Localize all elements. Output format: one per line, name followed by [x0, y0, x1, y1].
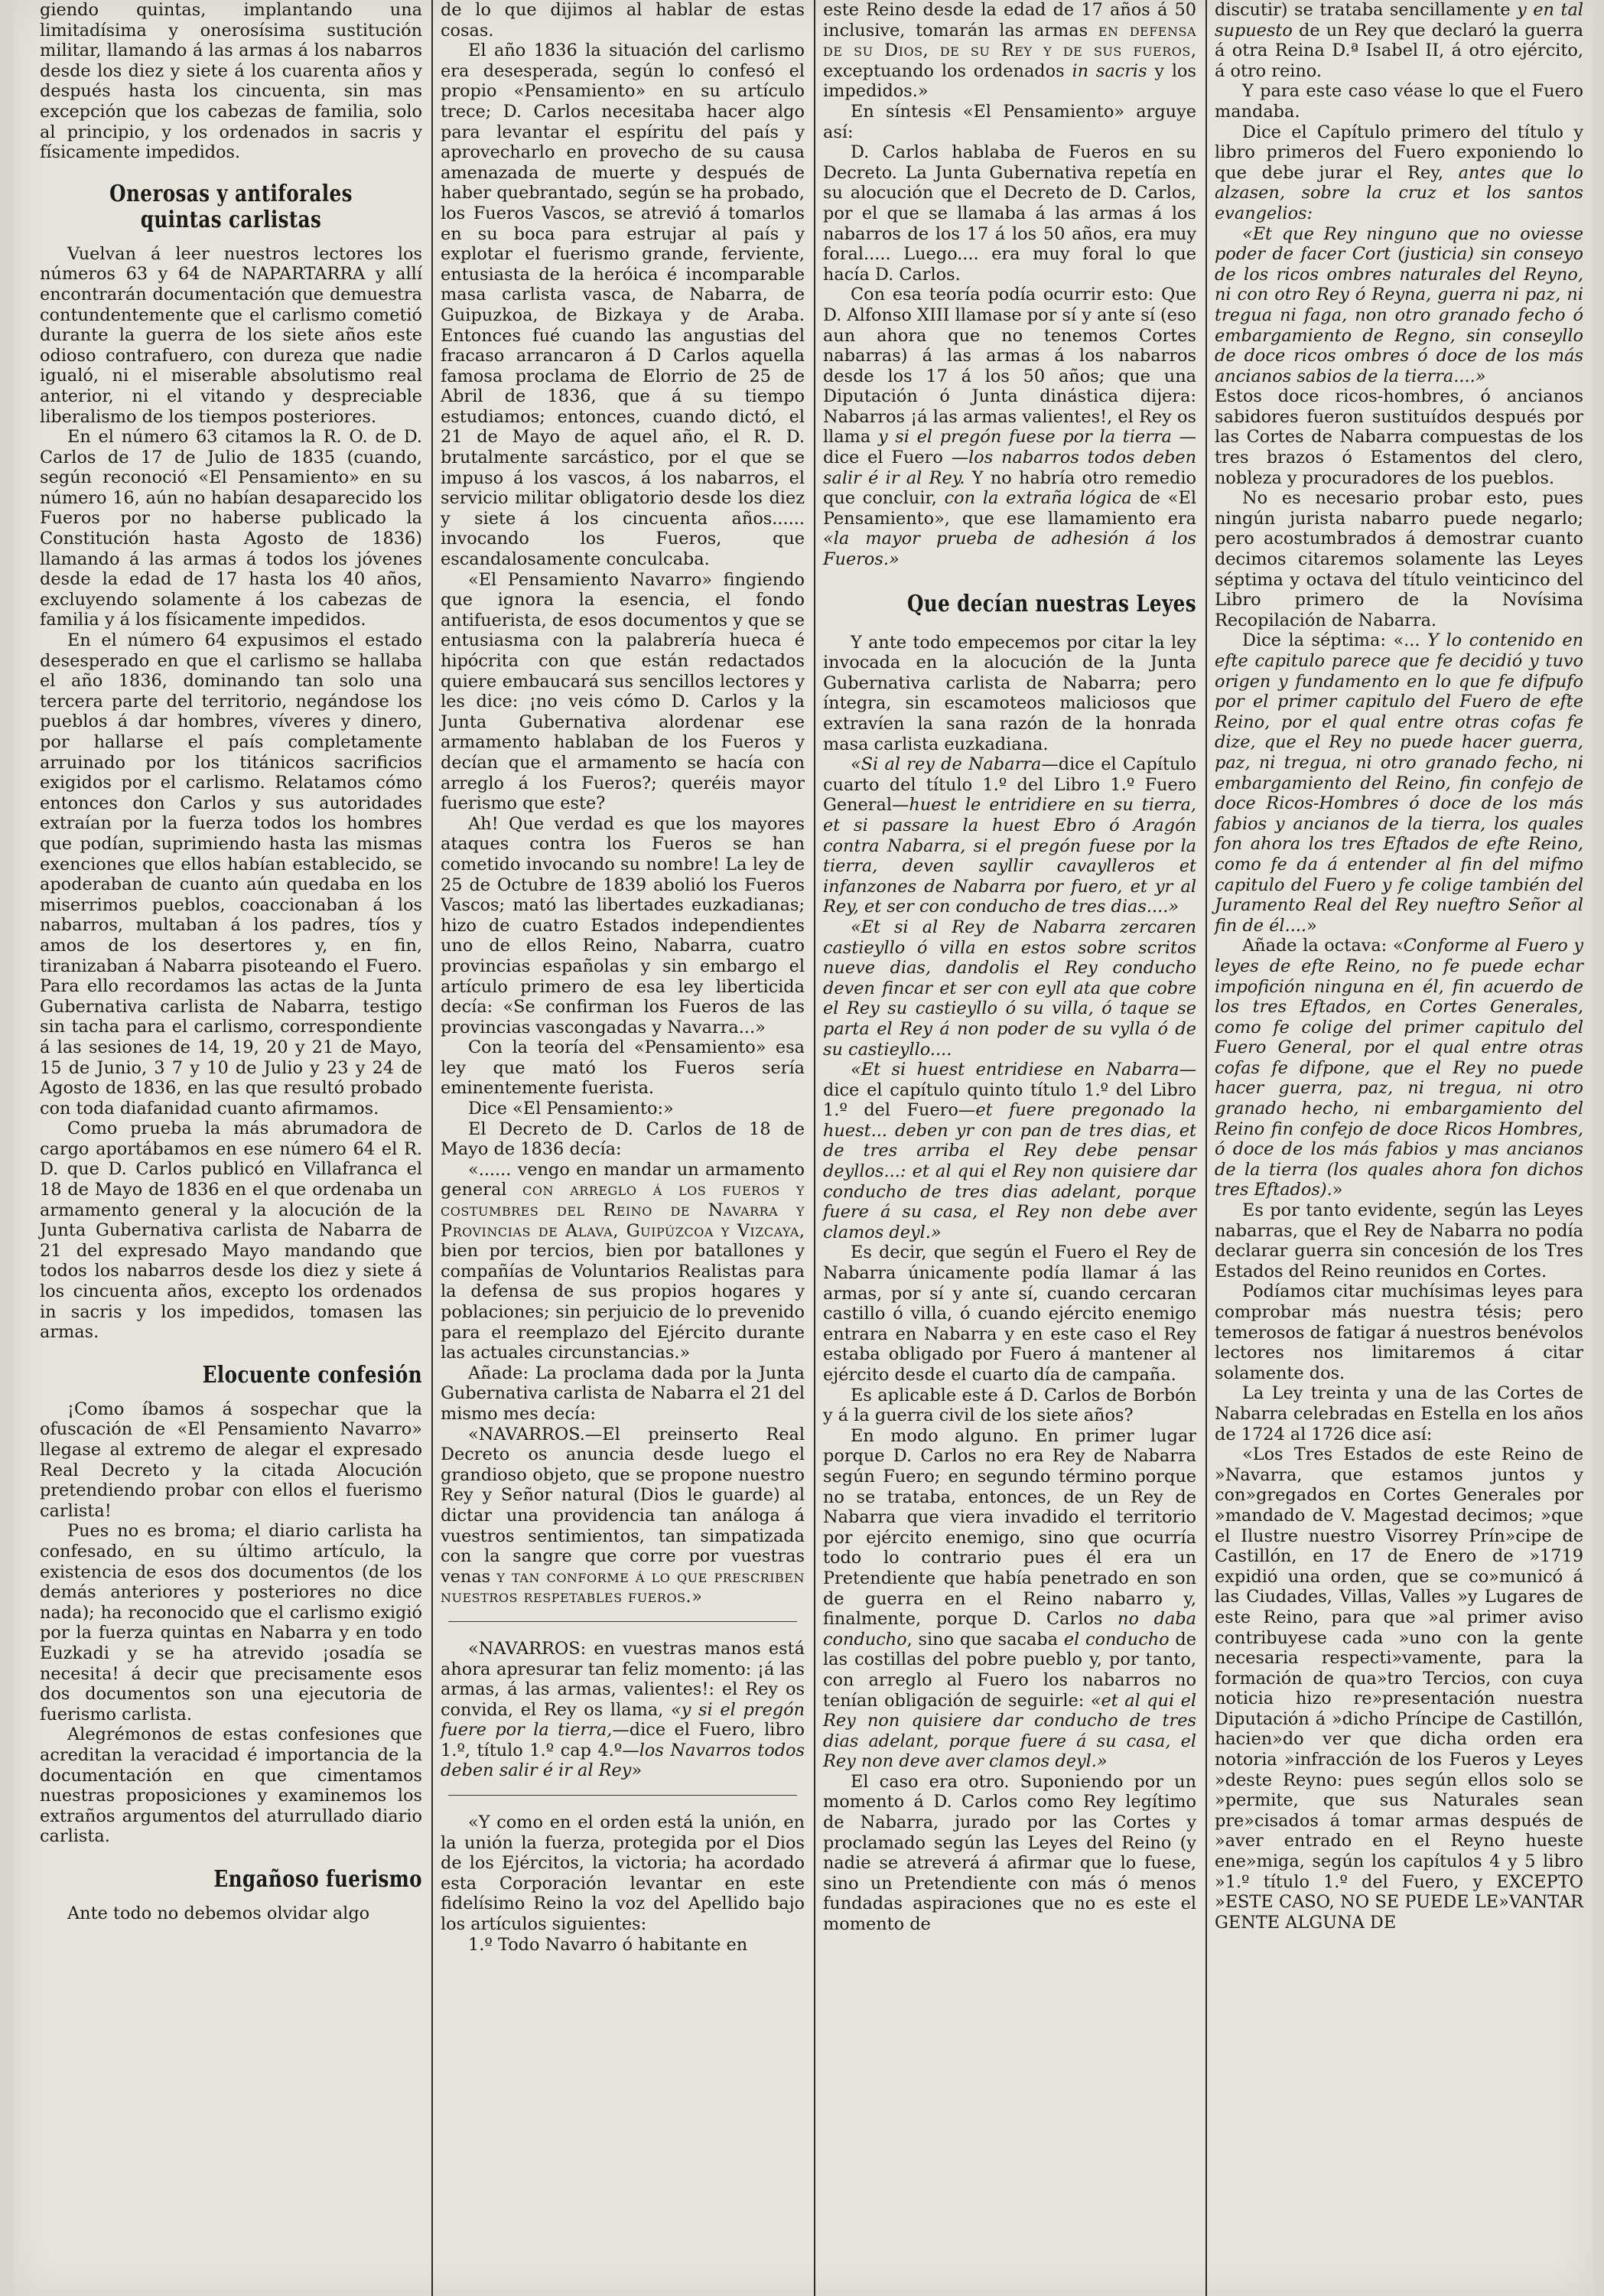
- paragraph: Pues no es broma; el diario carlista ha confesado, en su último artículo, la existencia de esos dos documentos (de los demás anteriores y posteriores no dice nada); ha reconocido que el carlismo exigió por la fuerza quintas en Nabarra y en todo Euzkadi y se ha atrevido ¡osadía se necesita! á decir que precisamente esos dos documentos son una ejecutoria de fuerismo carlista.: [40, 1521, 422, 1724]
- paragraph: Alegrémonos de estas confesiones que acreditan la veracidad é importancia de la documentación en que cimentamos nuestras proposiciones y examinemos los extraños argumentos del aturrullado diario carlista.: [40, 1724, 422, 1847]
- paragraph: giendo quintas, implantando una limitadísima y onerosísima sustitución militar, llamando á las armas á los nabarros desde los diez y siete á los cuarenta años y después hasta los cincuenta, sin mas excepción que los cabezas de familia, solo al principio, y los ordenados in sacris y físicamente impedidos.: [40, 0, 422, 163]
- text-run: «Et si al Rey de Nabarra zercaren castieyllo ó villa en estos sobre scritos nueve dias, dandolis el Rey conducho deven fincar et ser con eyll ata que cobre el Rey su castieyllo ó su villa, ó taque se parta el Rey á non poder de su vylla ó de su castieyllo....: [823, 917, 1196, 1060]
- section-heading: Engañoso fuerismo: [213, 1865, 422, 1893]
- paragraph: Estos doce ricos-hombres, ó ancianos sabidores fueron sustituídos después por las Cortes de Nabarra compuestas de los tres brazos ó Estamentos del clero, nobleza y procuradores de los pueblos.: [1215, 386, 1583, 488]
- paragraph: El año 1836 la situación del carlismo era desesperada, según lo confesó el propio «Pensamiento» en su artículo trece; D. Carlos necesitaba hacer algo para levantar el espíritu del país y aprovecharlo en provecho de su causa amenazada de muerte y después de haber quebrantado, según se ha probado, los Fueros Vascos, se atrevió á tomarlos en su boca para estrujar al país y explotar el fuerismo grande, ferviente, entusiasta de la heróica é incomparable masa carlista vasca, de Nabarra, de Guipuzkoa, de Bizkaya y de Araba. Entonces fué cuando las angustias del fracaso arrancaron á D Carlos aquella famosa proclama de Elorrio de 25 de Abril de 1836, que á su tiempo estudiamos; entonces, cuando dictó, el 21 de Mayo de aquel año, el R. D. brutalmente sarcástico, por el que se impuso á los vascos, á los nabarros, el servicio militar obligatorio desde los diez y siete á los cincuenta años...... invocando los Fueros, que escandalosamente conculcaba.: [441, 41, 805, 570]
- text-run: »: [631, 1760, 643, 1781]
- paragraph: Añade: La proclama dada por la Junta Gubernativa carlista de Nabarra el 21 del mismo mes decía:: [441, 1363, 805, 1424]
- paragraph: Es por tanto evidente, según las Leyes nabarras, que el Rey de Nabarra no podía declarar guerra sin concesión de los Tres Estados del Reino reunidos en Cortes.: [1215, 1200, 1583, 1282]
- column-1: [35, 0, 427, 2296]
- text-run: «y si el pregón fuere por la tierra,: [441, 1699, 805, 1741]
- paragraph: [823, 754, 1196, 917]
- quote-paragraph: [441, 1160, 805, 1363]
- text-run: —dice el Fuero: [823, 427, 1197, 468]
- text-run: con arreglo á los fueros y costumbres del Reino de Navarra y Provincias de Alava, Guipúzcoa y Vizcaya: [441, 1180, 805, 1241]
- text-run: Dice el Capítulo primero del título y libro primeros del Fuero exponiendo lo que debe jurar el Rey,: [1215, 122, 1583, 183]
- text-run: , bien por tercios, bien por batallones y compañías de Voluntarios Realistas para la defensa de sus propios hogares y poblaciones; sin perjuicio de lo prevenido para el reemplazo del Ejército durante las actuales circunstancias.»: [441, 1220, 805, 1363]
- paragraph: La Ley treinta y una de las Cortes de Nabarra celebradas en Estella en los años de 1724 al 1726 dice así:: [1215, 1383, 1583, 1444]
- paragraph: [1215, 0, 1583, 81]
- text-run: «et al qui el Rey non quisiere dar conducho de tres dias adelant, porque fuere á su casa, el Rey non deve aver clamos deyl.»: [823, 1690, 1197, 1772]
- quote-paragraph: [441, 1425, 805, 1607]
- newspaper-page: [14, 0, 1593, 2296]
- text-run: »: [1306, 915, 1317, 936]
- divider: [448, 1621, 797, 1622]
- text-run: Dice la séptima: «...: [1242, 630, 1428, 651]
- text-run: no daba conducho: [823, 1609, 1196, 1650]
- text-run: con la extraña lógica: [944, 488, 1132, 509]
- text-run: Conforme al Fuero y leyes de efte Reino, no fe puede echar impofición ninguna en él, fin acuerdo de los tres Eftados, en Cortes Generales, como fe colige del primer capitulo del Fuero General, por el qual entre otras cofas fe difpone, que el Rey no puede hacer guerra, paz, ni tregua, ni otro granado hecho, ni embargamiento del Reino fin confejo de doce Ricos Hombres, ó doce de los más fabios y mas ancianos de la tierra (los quales ahora fon dichos tres Eftados).: [1215, 936, 1584, 1200]
- paragraph: «El Pensamiento Navarro» fingiendo que ignora la esencia, el fondo antifuerista, de esos documentos y que se entusiasma con la palabrería hueca é hipócrita con que están redactados quiere embaucará sus sencillos lectores y les dice: ¡no veis cómo D. Carlos y la Junta Gubernativa alordenar ese armamento hablaban de los Fueros y decían que el armamento se hacía con arreglo á los Fueros?; queréis mayor fuerismo que este?: [441, 569, 805, 814]
- text-run: «Si al rey de Nabarra: [851, 754, 1042, 775]
- text-run: «NAVARROS.—El preinserto Real Decreto os anuncia desde luego el grandioso objeto, que se propone nuestro Rey y Señor natural (Dios le guarde) al dictar una providencia tan análoga á vuestros sentimientos, tan simpatizada con la sangre que corre por vuestras venas: [441, 1424, 805, 1587]
- paragraph: [823, 917, 1196, 1060]
- paragraph: [823, 1426, 1196, 1772]
- quote-paragraph: «Los Tres Estados de este Reino de »Navarra, que estamos juntos y con»gregados en Cortes Generales por »mandado de V. Magestad decimos; »que el Ilustre nuestro Visorrey Prín»cipe de Castillón, en 17 de Enero de »1719 expidió una orden, que se co»municó á las Ciudades, Villas, Valles »y Lugares de este Reino, para que »al primer aviso contribuyese cada »uno con la gente necesaria respecti»vamente, para la formación de qua»tro Tercios, con cuya noticia hizo re»presentación nuestra Diputación á »dicho Príncipe de Castillón, hacien»do ver que dicha orden era notoria »infracción de los Fueros y Leyes »deste Reyno: pues según ellos solo se »permite, que sus Naturales sean pre»cisados á tomar armas después de »aver entrado en el Reyno hueste ene»miga, según los capítulos 4 y 5 libro »1.º título 1.º del Fuero, y EXCEPTO »ESTE CASO, NO SE PUEDE LE»VANTAR GENTE ALGUNA DE: [1215, 1444, 1583, 1933]
- text-run: dice el capítulo quinto título 1.º del Libro 1.º del Fuero—: [823, 1080, 1196, 1121]
- text-run: de un Rey que declaró la guerra á otra Reina D.ª Isabel II, á otro ejército, á otro reino.: [1215, 20, 1583, 81]
- text-run: antes que lo alzasen, sobre la cruz et los santos evangelios:: [1215, 162, 1583, 223]
- paragraph: En el número 64 expusimos el estado desesperado en que el carlismo se hallaba el año 1836, dominando tan solo una tercera parte del territorio, negándose los pueblos á dar hombres, víveres y dinero, por hallarse el país completamente arruinado por los titánicos sacrificios exigidos por el carlismo. Relatamos cómo entonces don Carlos y sus autoridades extraían por la fuerza todos los hombres que podían, suprimiendo hasta las mismas exenciones que ellos habían establecido, se apoderaban de cuanto aún quedaba en los miserrimos pueblos, coaccionaban á los nabarros, multaban á los padres, tíos y amos de los desertores y, en fin, tiranizaban á Nabarra pisoteando el Fuero. Para ello recordamos las actas de la Junta Gubernativa carlista de Nabarra, testigo sin tacha para el carlismo, correspondiente á las sesiones de 14, 19, 20 y 21 de Mayo, 15 de Junio, 3 7 y 10 de Julio y 23 y 24 de Agosto de 1836, en las que resultó probado con toda diafanidad cuanto afirmamos.: [40, 630, 422, 1119]
- text-run: , sino que sacaba: [906, 1629, 1064, 1650]
- text-run: y los impedidos.»: [823, 60, 1196, 102]
- paragraph: Como prueba la más abrumadora de cargo aportábamos en ese número 64 el R. D. que D. Carlos publicó en Villafranca el 18 de Mayo de 1836 en el que ordenaba un armamento general y la alocución de la Junta Gubernativa carlista de Nabarra de 21 del expresado Mayo mandando que todos los nabarros desde los diez y siete á los cincuenta años, excepto los ordenados in sacris y los impedidos, tomasen las armas.: [40, 1119, 422, 1343]
- text-run: discutir) se trataba sencillamente: [1215, 0, 1518, 20]
- paragraph: «Y como en el orden está la unión, en la unión la fuerza, protegida por el Dios de los Ejércitos, la victoria; ha acordado esta Corporación levantar en este fidelísimo Reino la voz del Apellido bajo los artículos siguientes:: [441, 1812, 805, 1935]
- text-run: —los nabarros todos deben salir é ir al Rey.: [823, 448, 1196, 488]
- column-3: [818, 0, 1201, 2296]
- text-run: Añade la octava: «: [1242, 936, 1404, 956]
- column-4: [1210, 0, 1588, 2296]
- quote-paragraph: [1215, 224, 1583, 387]
- text-run: de las costillas del pobre pueblo y, por tanto, con arreglo al Fuero los nabarros no tenían obligación de seguirle:: [823, 1629, 1196, 1711]
- text-run: »: [1332, 1180, 1343, 1200]
- paragraph: Con la teoría del «Pensamiento» esa ley que mató los Fueros sería eminentemente fuerista.: [441, 1037, 805, 1099]
- quote-paragraph: [441, 1639, 805, 1781]
- divider: [448, 1795, 797, 1796]
- paragraph: Vuelvan á leer nuestros lectores los números 63 y 64 de NAPARTARRA y allí encontrarán documentación que demuestra contundentemente que el carlismo cometió durante la guerra de los siete años este odioso contrafuero, con dureza que nadie igualó, ni el miserable absolutismo real anterior, ni el vitando y despreciable liberalismo de los tiempos posteriores.: [40, 243, 422, 427]
- text-run: «NAVARROS: en vuestras manos está ahora apresurar tan feliz momento: ¡á las armas, á las armas, valientes!: el Rey os convida, el Rey os llama,: [441, 1638, 805, 1720]
- text-run: los Navarros todos deben salir é ir al Rey: [441, 1740, 805, 1781]
- paragraph: El Decreto de D. Carlos de 18 de Mayo de 1836 decía:: [441, 1119, 805, 1160]
- text-run: y en tal supuesto: [1215, 0, 1583, 41]
- paragraph: 1.º Todo Navarro ó habitante en: [468, 1934, 748, 1955]
- paragraph: [823, 1060, 1196, 1242]
- section-heading: Elocuente confesión: [202, 1361, 422, 1389]
- paragraph: Y ante todo empecemos por citar la ley invocada en la alocución de la Junta Gubernativa carlista de Nabarra; pero íntegra, sin escamoteos maliciosos que extravíen la sana razón de la honrada masa carlista euzkadiana.: [823, 632, 1196, 754]
- text-run: y si el pregón fuese por la tierra: [877, 427, 1172, 448]
- text-run: «...... vengo en mandar un armamento general: [441, 1159, 805, 1200]
- text-run: este Reino desde la edad de 17 años á 50 inclusive, tomarán las armas: [823, 0, 1196, 41]
- paragraph: El caso era otro. Suponiendo por un momento á D. Carlos como Rey legítimo de Nabarra, jurado por las Cortes y proclamado según las Leyes del Reino (y nadie se atreverá á afirmar que lo fuese, sino un Pretendiente con más ó menos fundadas aspiraciones que no es este el momento de: [823, 1771, 1196, 1935]
- paragraph: En síntesis «El Pensamiento» arguye así:: [823, 101, 1196, 142]
- paragraph: Ante todo no debemos olvidar algo: [67, 1903, 370, 1923]
- text-run: »: [691, 1587, 702, 1607]
- text-run: En modo alguno. En primer lugar porque D. Carlos no era Rey de Nabarra según Fuero; en segundo término porque no se trataba, entonces, de un Rey de Nabarra que viera invadido el territorio por ejército enemigo, sino que ocurría todo lo contrario pues él era un Pretendiente que había penetrado en son de guerra en el Reino nabarro y, finalmente, porque D. Carlos: [823, 1425, 1196, 1630]
- text-run: et fuere pregonado la huest... deben yr con pan de tres dias, et de tres arriba el Rey debe pensar deyllos...: et al qui el Rey non quisiere dar conducho de tres dias adelant, porque fuere á su casa, el Rey non debe aver clamos deyl.»: [823, 1100, 1196, 1242]
- column-2: [436, 0, 809, 2296]
- text-run: Y lo contenido en efte capitulo parece que fe decidió y tuvo origen y fundamento en lo que fe difpufo por el primer capitulo del Fuero de efte Reino, por el qual entre otras cofas fe dize, que el Rey no puede hacer guerra, paz, ni tregua, ni otro granado fecho, ni embargamiento del Reino, fin confejo de doce Ricos-Hombres ó doce de los más fabios y ancianos de la tierra, los quales fon ahora los tres Eftados de efte Reino, como fe da á entender al fin del mifmo capitulo del Fuero y fe colige también del Juramento Real del Rey nueftro Señor al fin de él....: [1215, 630, 1583, 936]
- paragraph: Dice «El Pensamiento:»: [468, 1099, 674, 1119]
- column-rule: [1205, 0, 1207, 2296]
- text-run: Con esa teoría podía ocurrir esto: Que D. Alfonso XIII llamase por sí y ante sí (eso aun ahora que no tenemos Cortes nabarras) á las armas á los nabarros desde los 17 á los 50 años; que una Diputación ó Junta dinástica dijera: Nabarros ¡á las armas valientes!, el Rey os llama: [823, 285, 1196, 448]
- text-run: y tan conforme á lo que prescriben nuestros respetables fueros.: [441, 1566, 805, 1607]
- text-run: in sacris: [1072, 60, 1147, 81]
- text-run: el conducho: [1063, 1629, 1170, 1650]
- paragraph: En el número 63 citamos la R. O. de D. Carlos de 17 de Julio de 1835 (cuando, según reconoció «El Pensamiento» en su número 16, aún no habían desaparecido los Fueros por no haberse publicado la Constitución hasta Agosto de 1836) llamando á las armas á todos los jóvenes desde la edad de 17 hasta los 40 años, excluyendo solamente á los cabezas de familia y á los físicamente impedidos.: [40, 427, 422, 630]
- text-run: «Et que Rey ninguno que no oviesse poder de facer Cort (justicia) sin conseyo de los ricos ombres naturales del Reyno, ni con otro Rey ó Reyna, guerra ni paz, ni tregua ni faga, non otro granado fecho ó embargamiento de Regno, sin conseyllo de doce ricos ombres ó doce de los más ancianos sabios de la tierra....»: [1215, 223, 1583, 386]
- paragraph: [823, 285, 1196, 569]
- text-run: en defensa de su Dios, de su Rey y de sus fueros: [823, 20, 1196, 61]
- text-run: —dice el Capítulo cuarto del título 1.º del Libro 1.º Fuero General—: [823, 754, 1196, 816]
- section-heading: Que decían nuestras Leyes: [906, 590, 1196, 617]
- text-run: , exceptuando los ordenados: [823, 41, 1196, 81]
- paragraph: de lo que dijimos al hablar de estas cosas.: [441, 0, 805, 41]
- text-run: «la mayor prueba de adhesión á los Fueros.»: [823, 529, 1196, 570]
- paragraph: Es aplicable este á D. Carlos de Borbón y á la guerra civil de los siete años?: [823, 1385, 1196, 1426]
- text-run: «Et si huest entridiese en Nabarra—: [851, 1060, 1196, 1080]
- text-run: de «El Pensamiento», que ese llamamiento era: [823, 488, 1196, 529]
- column-rule: [814, 0, 815, 2296]
- text-run: Y no habría otro remedio que concluir,: [823, 467, 1196, 509]
- paragraph: [823, 0, 1196, 102]
- column-rule: [431, 0, 433, 2296]
- paragraph: No es necesario probar esto, pues ningún jurista nabarro puede negarlo; pero acostumbrados á demostrar cuanto decimos citaremos solamente las Leyes séptima y octava del título veinticinco del Libro primero de la Novísima Recopilación de Nabarra.: [1215, 488, 1583, 630]
- paragraph: D. Carlos hablaba de Fueros en su Decreto. La Junta Gubernativa repetía en su alocución que el Decreto de D. Carlos, por el que se llamaba á las armas á los nabarros de los 17 á los 50 años, era muy foral..... Luego.... era muy foral lo que hacía D. Carlos.: [823, 142, 1196, 285]
- text-run: —dice el Fuero, libro 1.º, título 1.º cap 4.º—: [441, 1720, 805, 1760]
- text-run: huest le entridiere en su tierra, et si passare la huest Ebro ó Aragón contra Nabarra, si el pregón fuese por la tierra, deven sayllir cavaylleros et infanzones de Nabarra por fuero, et yr al Rey, et ser con conducho de tres dias....»: [823, 795, 1196, 917]
- paragraph: Podíamos citar muchísimas leyes para comprobar más nuestra tésis; pero temerosos de fatigar á nuestros benévolos lectores nos limitaremos á citar solamente dos.: [1215, 1282, 1583, 1383]
- section-heading: Onerosas y antiforales quintas carlistas: [109, 180, 353, 233]
- paragraph: Ah! Que verdad es que los mayores ataques contra los Fueros se han cometido invocando su nombre! La ley de 25 de Octubre de 1839 abolió los Fueros Vascos; mató las libertades euzkadianas; hizo de cuatro Estados independientes uno de ellos Reino, Nabarra, cuatro provincias españolas y sin embargo el artículo primero de esa ley liberticida decía: «Se confirman los Fueros de las provincias vascongadas y Navarra...»: [441, 813, 805, 1037]
- paragraph: [1215, 936, 1583, 1200]
- paragraph: Es decir, que según el Fuero el Rey de Nabarra únicamente podía llamar á las armas, por sí y ante sí, cuando cercaran castillo ó villa, ó cuando ejército enemigo entrara en Nabarra y en este caso el Rey estaba obligado por Fuero á mantener al ejército desde el cuarto día de campaña.: [823, 1242, 1196, 1385]
- paragraph: ¡Como íbamos á sospechar que la ofuscación de «El Pensamiento Navarro» llegase al extremo de alegar el expresado Real Decreto y la citada Alocución pretendiendo probar con ellos el fuerismo carlista!: [40, 1399, 422, 1521]
- paragraph: [1215, 630, 1583, 936]
- paragraph: Y para este caso véase lo que el Fuero mandaba.: [1215, 81, 1583, 122]
- paragraph: [1215, 122, 1583, 224]
